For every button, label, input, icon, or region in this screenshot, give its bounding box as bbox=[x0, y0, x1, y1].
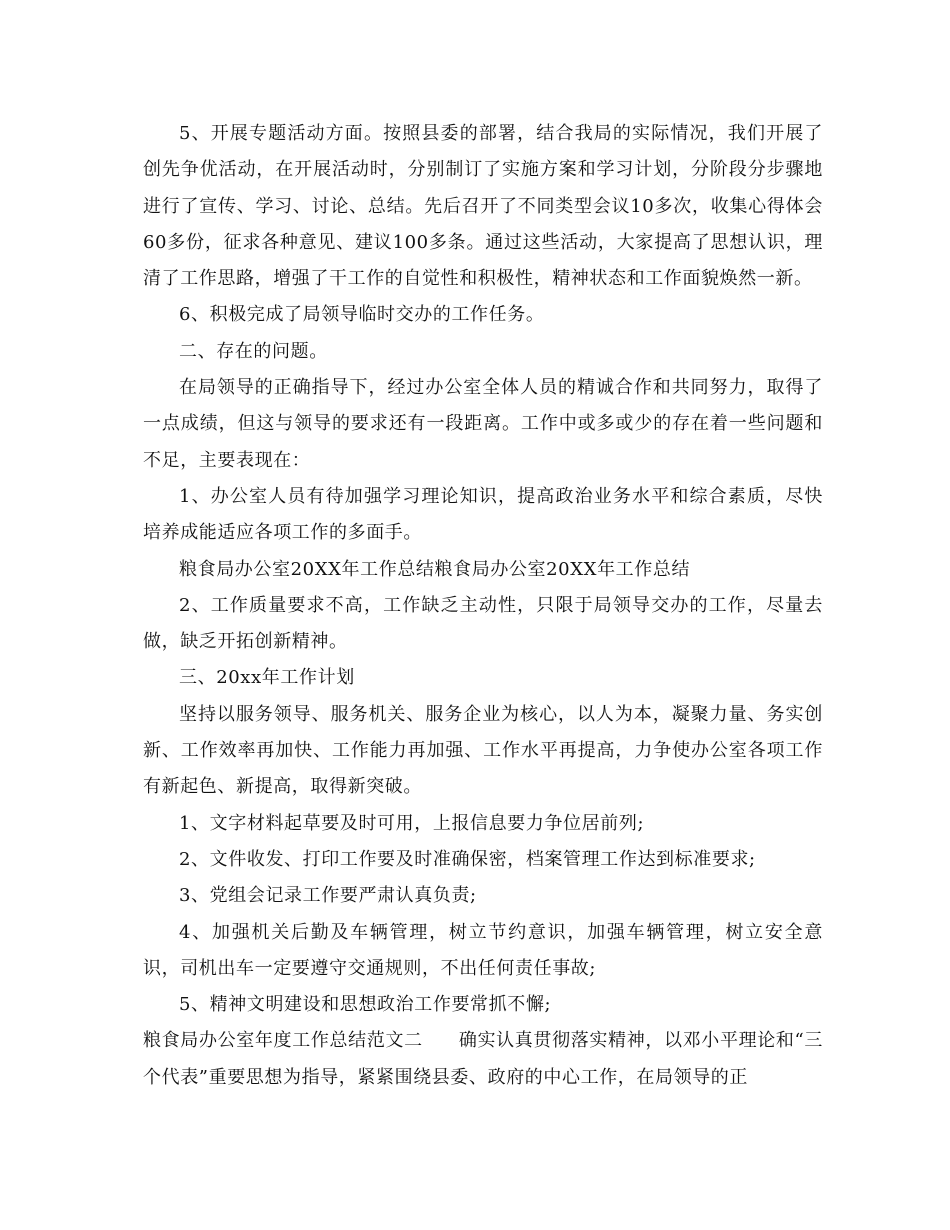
paragraph-temporary-tasks: 6、积极完成了局领导临时交办的工作任务。 bbox=[179, 304, 545, 326]
paragraph-plan-1: 1、文字材料起草要及时可用，上报信息要力争位居前列; bbox=[179, 812, 645, 834]
sample-two-heading: 粮食局办公室年度工作总结范文二 bbox=[143, 1030, 423, 1052]
paragraph-sample-two bbox=[143, 1023, 823, 1096]
paragraph-problem-2: 2、工作质量要求不高，工作缺乏主动性，只限于局领导交办的工作，尽量去做，缺乏开拓创新精神。 bbox=[143, 594, 823, 653]
paragraph-plan-4: 4、加强机关后勤及车辆管理，树立节约意识，加强车辆管理，树立安全意识，司机出车一定要遵守交通规则，不出任何责任事故; bbox=[143, 921, 823, 979]
paragraph-problems-intro: 在局领导的正确指导下，经过办公室全体人员的精诚合作和共同努力，取得了一点成绩，但这与领导的要求还有一段距离。工作中或多或少的存在着一些问题和不足，主要表现在： bbox=[143, 377, 823, 471]
section-heading-plan: 三、20xx年工作计划 bbox=[179, 667, 355, 689]
sample-two-text: 确实认真贯彻落实精神，以邓小平理论和“三个代表”重要思想为指导，紧紧围绕县委、政府的中心工作，在局领导的正 bbox=[143, 1030, 824, 1088]
paragraph-plan-2: 2、文件收发、打印工作要及时准确保密，档案管理工作达到标准要求; bbox=[179, 848, 756, 870]
paragraph-title-repeat: 粮食局办公室20XX年工作总结粮食局办公室20XX年工作总结 bbox=[179, 558, 691, 580]
document-body bbox=[143, 116, 823, 1096]
section-heading-problems: 二、存在的问题。 bbox=[179, 340, 328, 362]
paragraph-special-activities: 5、开展专题活动方面。按照县委的部署，结合我局的实际情况，我们开展了创先争优活动，在开展活动时，分别制订了实施方案和学习计划，分阶段分步骤地进行了宣传、学习、讨论、总结。先后召开了不同类型会议10多次，收集心得体会60多份，征求各种意见、建议100多条。通过这些活动，大家提高了思想认识，理清了工作思路，增强了干工作的自觉性和积极性，精神状态和工作面貌焕然一新。 bbox=[143, 123, 823, 290]
paragraph-plan-intro: 坚持以服务领导、服务机关、服务企业为核心，以人为本，凝聚力量、务实创新、工作效率再加快、工作能力再加强、工作水平再提高，力争使办公室各项工作有新起色、新提高，取得新突破。 bbox=[143, 703, 823, 798]
paragraph-plan-5: 5、精神文明建设和思想政治工作要常抓不懈; bbox=[179, 994, 552, 1016]
paragraph-problem-1: 1、办公室人员有待加强学习理论知识，提高政治业务水平和综合素质，尽快培养成能适应各项工作的多面手。 bbox=[143, 485, 823, 544]
paragraph-plan-3: 3、党组会记录工作要严肃认真负责; bbox=[179, 885, 477, 907]
